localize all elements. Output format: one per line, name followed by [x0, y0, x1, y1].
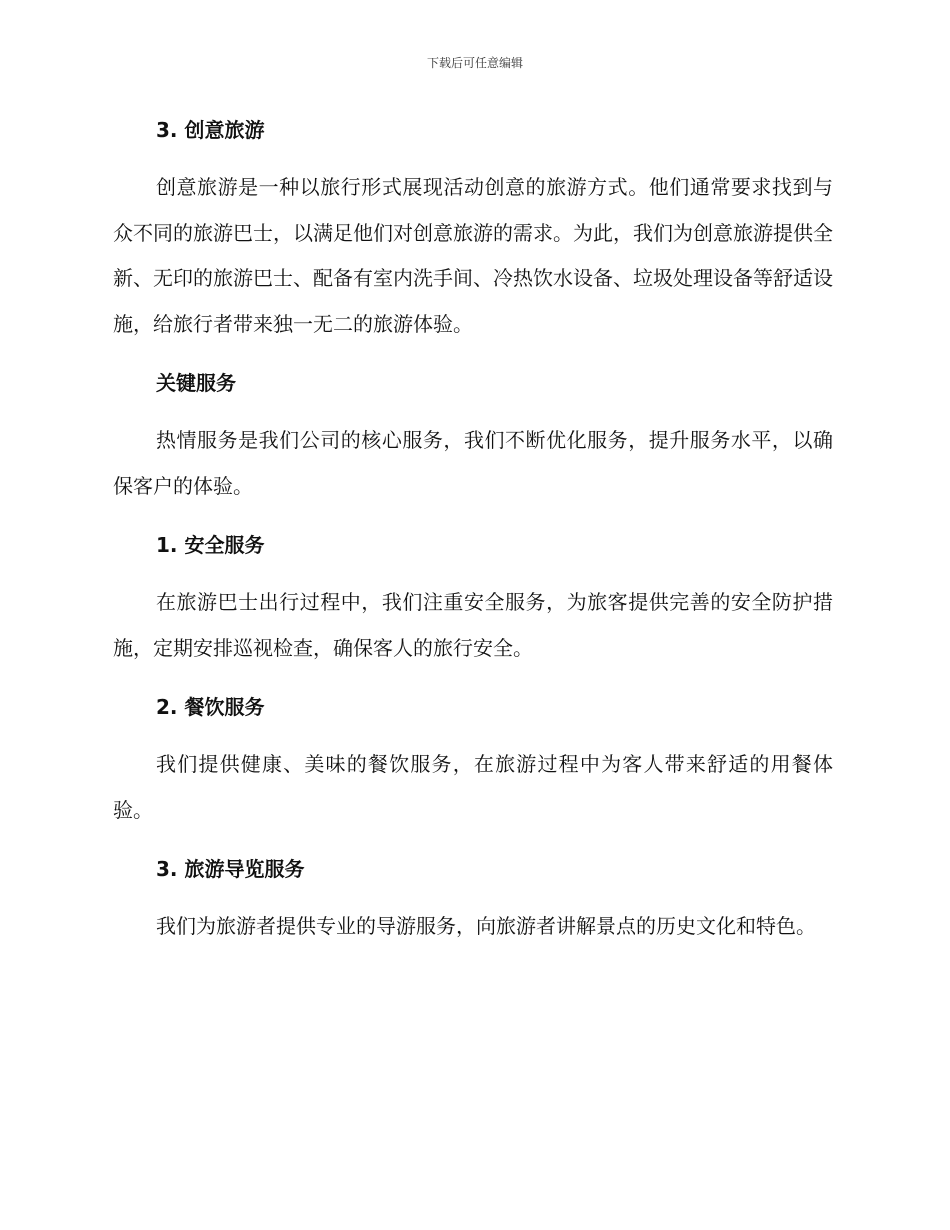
section-paragraph-safety-service: 在旅游巴士出行过程中，我们注重安全服务，为旅客提供完善的安全防护措施，定期安排巡视检查，确保客人的旅行安全。	[113, 590, 833, 660]
section-heading-catering-service: 2. 餐饮服务	[156, 695, 265, 719]
section-heading-guide-service: 3. 旅游导览服务	[156, 857, 305, 881]
section-paragraph-key-services: 热情服务是我们公司的核心服务，我们不断优化服务，提升服务水平，以确保客户的体验。	[113, 428, 833, 498]
section-paragraph-guide-service: 我们为旅游者提供专业的导游服务，向旅游者讲解景点的历史文化和特色。	[156, 914, 816, 938]
section-heading-creative-tourism: 3. 创意旅游	[156, 118, 265, 142]
section-paragraph-creative-tourism: 创意旅游是一种以旅行形式展现活动创意的旅游方式。他们通常要求找到与众不同的旅游巴士，以满足他们对创意旅游的需求。为此，我们为创意旅游提供全新、无印的旅游巴士、配备有室内洗手间、冷热饮水设备、垃圾处理设备等舒适设施，给旅行者带来独一无二的旅游体验。	[113, 175, 833, 336]
section-heading-key-services: 关键服务	[156, 371, 236, 395]
section-heading-safety-service: 1. 安全服务	[156, 533, 265, 557]
page-header-note: 下载后可任意编辑	[426, 56, 523, 70]
document-body	[113, 108, 833, 950]
section-paragraph-catering-service: 我们提供健康、美味的餐饮服务，在旅游过程中为客人带来舒适的用餐体验。	[113, 752, 833, 822]
